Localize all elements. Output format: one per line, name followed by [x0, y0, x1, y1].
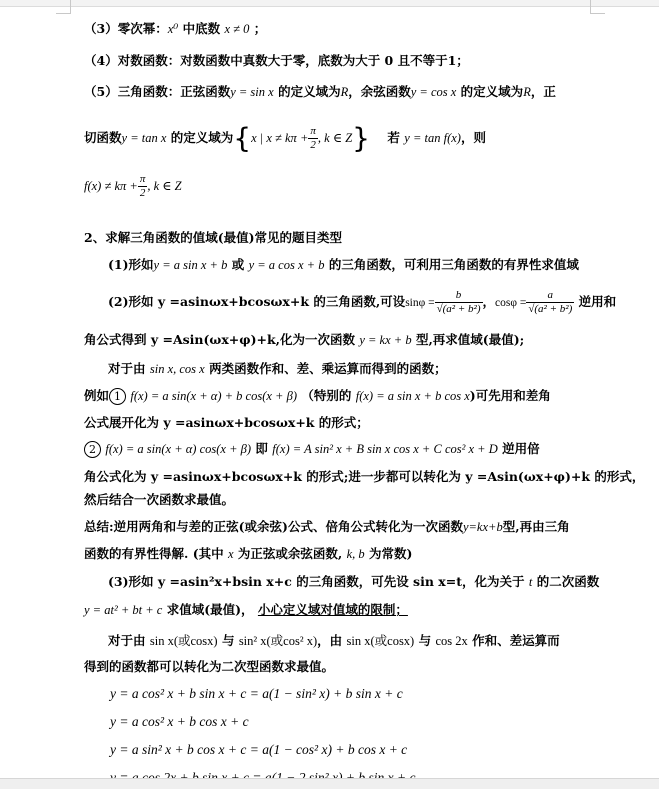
- fraction-pi-over-2: [308, 125, 318, 152]
- page-bottom-edge: [0, 778, 659, 789]
- text: 为正弦或余弦函数,: [237, 546, 343, 561]
- math: x ≠ 0: [224, 22, 250, 36]
- math: y = at² + bt + c: [84, 603, 163, 617]
- equation-1: y = a cos² x + b sin x + c = a(1 − sin² x) + b sin x + c: [110, 686, 403, 701]
- math: f(x) = a sin(x + α) cos(x + β): [105, 442, 252, 456]
- text: (3)形如 y =asin²x+bsin x+c 的三角函数，可先设 sin x=t，化为关于: [108, 574, 525, 589]
- text: ，则: [460, 130, 486, 145]
- margin-corner-left: [56, 0, 71, 14]
- text: ，: [482, 294, 496, 309]
- underlined-note: 小心定义域对值域的限制；: [257, 602, 408, 617]
- math: f(x) = a sin(x + α) + b cos(x + β): [130, 389, 297, 403]
- fraction-sin-phi: [435, 289, 483, 316]
- fraction-pi-over-2: [138, 173, 148, 200]
- text: ，余弦函数: [348, 84, 411, 99]
- text: 逆用和: [578, 294, 617, 309]
- text: (2)形如 y =asinωx+bcosωx+k 的三角函数,可设: [108, 294, 406, 309]
- line-type-3: [108, 573, 599, 591]
- math: cos 2x: [435, 634, 468, 648]
- line-trig-function: [84, 83, 556, 101]
- line-type-2-cont: [84, 331, 524, 349]
- line-example-1: [84, 387, 551, 405]
- line-example-1-cont: [84, 414, 369, 432]
- line-quadratic-intro-cont: [84, 658, 334, 676]
- math: sin x, cos x: [149, 362, 205, 376]
- math: sin x(或cosx): [346, 634, 415, 648]
- numerator: b: [455, 289, 462, 301]
- text: 与: [418, 633, 432, 648]
- math: R: [523, 85, 531, 99]
- text: 对于由: [108, 361, 146, 376]
- text: 切函数: [84, 130, 122, 145]
- text: 逆用倍: [502, 441, 540, 456]
- text: 求值域(最值)，: [166, 602, 254, 617]
- text: 两类函数作和、差、乘运算而得到的函数；: [209, 361, 447, 376]
- text: 角公式得到 y =Asin(ωx+φ)+k,化为一次函数: [84, 332, 355, 347]
- math: , k ∈ Z: [317, 131, 353, 145]
- text: 的定义域为: [278, 84, 341, 99]
- text: 的二次函数: [536, 574, 600, 589]
- text: 例如: [84, 388, 110, 403]
- denominator: √(a² + b²): [528, 303, 573, 315]
- text: ，正: [530, 84, 556, 99]
- numerator: a: [547, 289, 554, 301]
- text: 公式展开化为 y =asinωx+bcosωx+k 的形式；: [84, 415, 369, 430]
- margin-corner-right: [590, 0, 605, 14]
- text: 2、求解三角函数的值域(最值)常见的题目类型: [84, 230, 343, 245]
- equation-2: y = a cos² x + b cos x + c: [110, 714, 249, 729]
- math: sinφ =: [405, 297, 435, 309]
- line-type-1: [108, 256, 579, 274]
- line-log-function: [84, 52, 469, 70]
- line-quadratic-intro: [108, 632, 560, 650]
- text: 型,再求值域(最值);: [415, 332, 525, 347]
- text: ；: [253, 21, 267, 36]
- page-top-edge: [0, 0, 659, 7]
- math: y = tan x: [121, 131, 167, 145]
- text: （4）对数函数：对数函数中真数大于零，底数为大于 0 且不等于1；: [84, 53, 469, 68]
- text: 的定义域为: [460, 84, 524, 99]
- circled-number: 2: [84, 441, 101, 458]
- text: （3）零次幂：: [84, 21, 168, 36]
- math: x⁰: [167, 22, 179, 36]
- text: 型,再由三角: [502, 519, 570, 534]
- text: 即: [255, 441, 268, 456]
- fraction-cos-phi: [526, 289, 574, 316]
- math: R: [340, 85, 349, 99]
- math: y = kx + b: [359, 333, 412, 347]
- math: sin x(或cosx): [149, 634, 218, 648]
- math: t: [528, 575, 533, 589]
- line-type-3-cont: [84, 601, 408, 619]
- math: x: [227, 547, 234, 561]
- text: 中底数: [182, 21, 221, 36]
- text: 得到的函数都可以转化为二次型函数求最值。: [84, 659, 335, 674]
- math: y = a cos x + b: [248, 258, 325, 272]
- math: sin² x(或cos² x): [238, 634, 318, 648]
- math: y=kx+b: [462, 520, 503, 534]
- line-tan-condition: [84, 170, 182, 202]
- text: 函数的有界性得解. (其中: [84, 546, 224, 561]
- section-title: [84, 229, 342, 247]
- line-type-2: [108, 284, 616, 320]
- text: 的三角函数，可利用三角函数的有界性求值域: [328, 257, 579, 272]
- text: 若: [387, 130, 400, 145]
- math: x | x ≠ kπ +: [251, 131, 309, 145]
- line-zero-power: [84, 20, 266, 38]
- text: )可先用和差角: [469, 388, 551, 403]
- numerator: π: [310, 125, 316, 137]
- line-example-2-end: [84, 491, 234, 509]
- circled-number: 1: [109, 388, 126, 405]
- math: f(x) ≠ kπ +: [84, 179, 138, 193]
- denominator: 2: [308, 138, 318, 152]
- line-example-2-cont: [84, 468, 644, 486]
- text: （5）三角函数：正弦函数: [84, 84, 231, 99]
- text: 与: [221, 633, 235, 648]
- text: ，由: [317, 633, 343, 648]
- line-sum-diff-prod: [108, 360, 447, 378]
- text: 对于由: [108, 633, 146, 648]
- equation-3: y = a sin² x + b cos x + c = a(1 − cos² x) + b cos x + c: [110, 742, 408, 757]
- denominator: 2: [138, 186, 148, 200]
- math: y = sin x: [230, 85, 274, 99]
- text: 然后结合一次函数求最值。: [84, 492, 235, 507]
- text: （特别的: [301, 388, 352, 403]
- text: 角公式化为 y =asinωx+bcosωx+k 的形式;进一步都可以转化为 y =Asin(ωx+φ)+k 的形式，: [84, 469, 645, 484]
- text: 或: [231, 257, 245, 272]
- math: f(x) = A sin² x + B sin x cos x + C cos² x + D: [272, 442, 498, 456]
- text: 的定义域为: [170, 130, 234, 145]
- text: 为常数): [369, 546, 413, 561]
- text: (1)形如: [108, 257, 154, 272]
- line-summary-cont: [84, 545, 412, 563]
- text: 总结:逆用两角和与差的正弦(或余弦)公式、倍角公式转化为一次函数: [84, 519, 463, 534]
- math: y = cos x: [410, 85, 457, 99]
- math: cosφ =: [495, 297, 527, 309]
- text: 作和、差运算而: [472, 633, 560, 648]
- numerator: π: [139, 173, 146, 185]
- math: , k ∈ Z: [147, 179, 182, 193]
- math: y = tan f(x): [404, 131, 461, 145]
- math: k, b: [346, 547, 365, 561]
- line-tangent-domain: [84, 122, 486, 154]
- denominator: √(a² + b²): [436, 303, 481, 315]
- math: y = a sin x + b: [153, 258, 228, 272]
- line-summary: [84, 518, 570, 536]
- math: f(x) = a sin x + b cos x: [355, 389, 470, 403]
- left-brace: {: [233, 121, 252, 155]
- right-brace: }: [352, 121, 370, 155]
- line-example-2: [84, 440, 540, 458]
